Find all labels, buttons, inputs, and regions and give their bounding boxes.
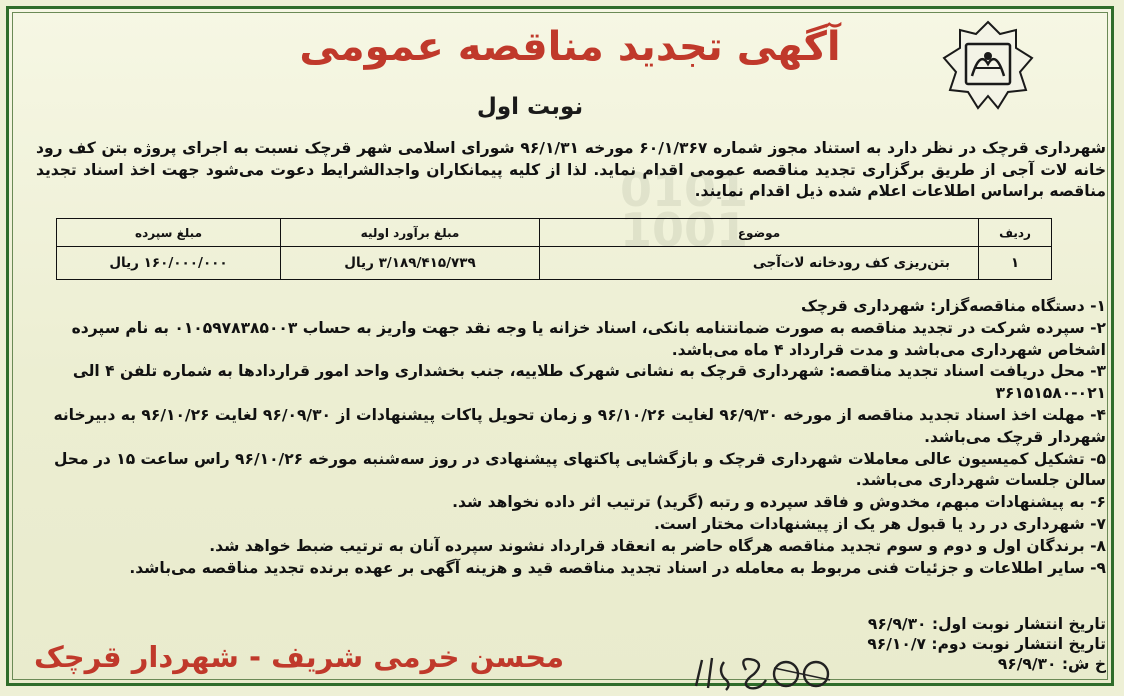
condition-item: ۷- شهرداری در رد یا قبول هر یک از پیشنهادات مختار است. bbox=[654, 514, 1106, 533]
condition-item: ۹- سایر اطلاعات و جزئیات فنی مربوط به معامله در اسناد تجدید مناقصه قید و هزینه آگهی بر عهده برنده تجدید مناقصه می‌باشد. bbox=[129, 558, 1106, 577]
condition-item: ۶- به پیشنهادات مبهم، مخدوش و فاقد سپرده و رتبه (گرید) ترتیب اثر داده نخواهد شد. bbox=[452, 493, 1106, 512]
cell-deposit: ۱۶۰/۰۰۰/۰۰۰ ریال bbox=[57, 247, 281, 280]
condition-item: ۱- دستگاه مناقصه‌گزار: شهرداری قرچک bbox=[801, 297, 1106, 315]
header-estimate: مبلغ برآورد اولیه bbox=[281, 219, 540, 247]
condition-item: ۴- مهلت اخذ اسناد تجدید مناقصه از مورخه ۹۶/۹/۳۰ لغایت ۹۶/۱۰/۲۶ و زمان تحویل پاکات پیشنهادات از ۹۶/۰۹/۳۰ لغایت ۹۶/۱۰/۲۶ به دبیرخانه شهردار قرچک می‌باشد. bbox=[53, 405, 1106, 446]
notice-subtitle: نوبت اول bbox=[476, 94, 584, 120]
table-row bbox=[57, 247, 1052, 280]
notice-title: آگهی تجدید مناقصه عمومی bbox=[299, 24, 841, 70]
condition-item: ۳- محل دریافت اسناد تجدید مناقصه: شهرداری قرچک به نشانی شهرک طلاییه، جنب بخشداری واحد امور قراردادها به شماره تلفن ۴ الی ۰۲۱-۳۶۱۵۱۵۸۰ bbox=[72, 362, 1106, 403]
mayor-signature: محسن خرمی شریف - شهردار قرچک bbox=[34, 640, 565, 674]
second-publication-date: تاریخ انتشار نوبت دوم: ۹۶/۱۰/۷ bbox=[867, 635, 1106, 653]
conditions-list bbox=[36, 296, 1106, 579]
header-row-number: ردیف bbox=[979, 219, 1052, 247]
tender-table bbox=[56, 218, 1052, 280]
condition-item: ۵- تشکیل کمیسیون عالی معاملات شهرداری قرچک و بازگشایی پاکتهای پیشنهادی در روز سه‌شنبه مورخه ۹۶/۱۰/۲۶ راس ساعت ۱۵ در محل سالن جلسات شهرداری می‌باشد. bbox=[53, 449, 1106, 490]
cell-subject: بتن‌ریزی کف رودخانه لات‌آجی bbox=[540, 247, 979, 280]
municipality-emblem-icon bbox=[940, 20, 1036, 110]
cell-row-number: ۱ bbox=[979, 247, 1052, 280]
notice-intro: شهرداری قرچک در نظر دارد به استناد مجوز شماره ۶۰/۱/۳۶۷ مورخه ۹۶/۱/۳۱ شورای اسلامی شهر قرچک نسبت به اجرای پروژه بتن کف رود خانه لات آجی از طریق برگزاری تجدید مناقصه عمومی اقدام نماید. لذا از کلیه پیمانکاران واجدالشرایط دعوت می‌شود جهت اخذ اسناد تجدید مناقصه براساس اطلاعات اعلام شده ذیل اقدام نمایند. bbox=[36, 139, 1106, 200]
table-header-row bbox=[57, 219, 1052, 247]
reference-date: خ ش: ۹۶/۹/۳۰ bbox=[997, 655, 1106, 673]
header-deposit: مبلغ سپرده bbox=[57, 219, 281, 247]
header-subject: موضوع bbox=[540, 219, 979, 247]
condition-item: ۲- سپرده شرکت در تجدید مناقصه به صورت ضمانتنامه بانکی، اسناد خزانه یا وجه نقد جهت واریز به حساب ۰۱۰۵۹۷۸۳۸۵۰۰۳ به نام سپرده اشخاص شهرداری می‌باشد و مدت قرارداد ۴ ماه می‌باشد. bbox=[71, 318, 1106, 359]
handwritten-note bbox=[690, 650, 840, 694]
condition-item: ۸- برندگان اول و دوم و سوم تجدید مناقصه هرگاه حاضر به انعقاد قرارداد نشوند سپرده آنان به ترتیب ضبط خواهد شد. bbox=[209, 536, 1106, 555]
cell-estimate: ۳/۱۸۹/۴۱۵/۷۳۹ ریال bbox=[281, 247, 540, 280]
first-publication-date: تاریخ انتشار نوبت اول: ۹۶/۹/۳۰ bbox=[867, 615, 1106, 633]
